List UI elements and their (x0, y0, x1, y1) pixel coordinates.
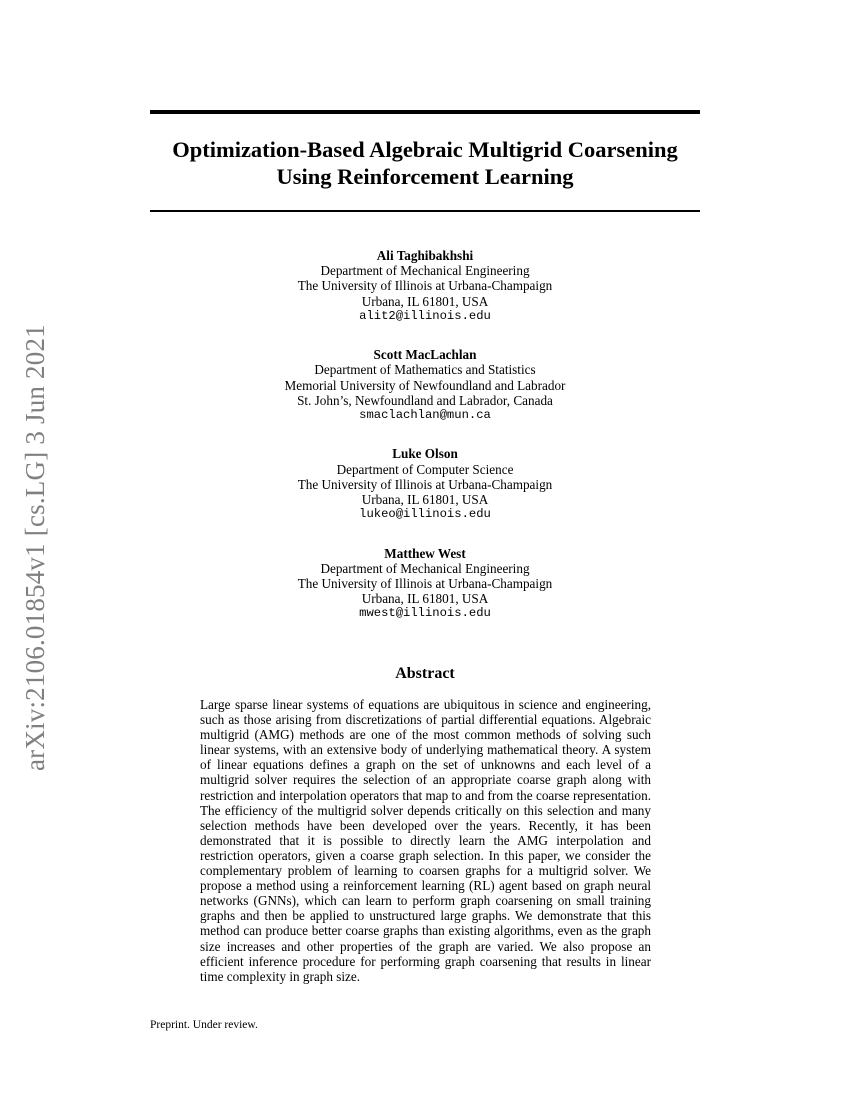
abstract-heading: Abstract (395, 665, 455, 682)
author-institution: The University of Illinois at Urbana-Champaign (297, 576, 553, 592)
author-location: Urbana, IL 61801, USA (361, 293, 489, 309)
paper-title (150, 136, 700, 190)
author-location: Urbana, IL 61801, USA (361, 492, 489, 508)
author-department: Department of Mechanical Engineering (320, 560, 530, 576)
author-block (150, 248, 700, 645)
author-location: St. John’s, Newfoundland and Labrador, Canada (297, 392, 553, 408)
paper-title-line-2: Using Reinforcement Learning (276, 164, 574, 189)
author-entry (150, 248, 700, 324)
author-name: Luke Olson (392, 446, 458, 462)
author-institution: The University of Illinois at Urbana-Champaign (297, 476, 553, 492)
author-institution: The University of Illinois at Urbana-Champaign (297, 278, 553, 294)
author-location: Urbana, IL 61801, USA (361, 591, 489, 607)
author-department: Department of Computer Science (336, 461, 514, 477)
author-department: Department of Mechanical Engineering (320, 263, 530, 279)
author-entry (150, 546, 700, 622)
footer-note: Preprint. Under review. (150, 1019, 258, 1031)
title-top-rule (150, 110, 700, 114)
author-email[interactable]: mwest@illinois.edu (359, 606, 491, 621)
arxiv-side-stamp: arXiv:2106.01854v1 [cs.LG] 3 Jun 2021 (20, 324, 50, 771)
author-email[interactable]: alit2@illinois.edu (359, 308, 491, 323)
paper-title-line-1: Optimization-Based Algebraic Multigrid Coarsening (172, 137, 678, 162)
abstract-body: Large sparse linear systems of equations are ubiquitous in science and engineering, such as those arising from discretizations of partial differential equations. Algebraic multigrid (AMG) methods are one of the most common methods of solving such linear systems, with an extensive body of underlying mathematical theory. A system of linear equations defines a graph on the set of unknowns and each level of a multigrid solver requires the selection of an appropriate coarse graph along with restriction and interpolation operators that map to and from the coarse representation. The efficiency of the multigrid solver depends critically on this selection and many selection methods have been developed over the years. Recently, it has been demonstrated that it is possible to directly learn the AMG interpolation and restriction operators, given a coarse graph selection. In this paper, we consider the complementary problem of learning to coarsen graphs for a multigrid solver. We propose a method using a reinforcement learning (RL) agent based on graph neural networks (GNNs), which can learn to perform graph coarsening on small training graphs and then be applied to unstructured large graphs. We demonstrate that this method can produce better coarse graphs than existing algorithms, even as the graph size increases and other properties of the graph are varied. We also propose an efficient inference procedure for performing graph coarsening that results in linear time complexity in graph size. (200, 697, 651, 984)
author-name: Scott MacLachlan (373, 347, 477, 363)
title-bottom-rule (150, 210, 700, 212)
author-institution: Memorial University of Newfoundland and Labrador (284, 377, 566, 393)
author-name: Matthew West (384, 545, 466, 561)
author-name: Ali Taghibakhshi (376, 248, 474, 263)
author-entry (150, 347, 700, 423)
author-email[interactable]: lukeo@illinois.edu (359, 507, 491, 522)
author-department: Department of Mathematics and Statistics (314, 362, 536, 378)
author-entry (150, 446, 700, 522)
author-email[interactable]: smaclachlan@mun.ca (359, 408, 491, 423)
